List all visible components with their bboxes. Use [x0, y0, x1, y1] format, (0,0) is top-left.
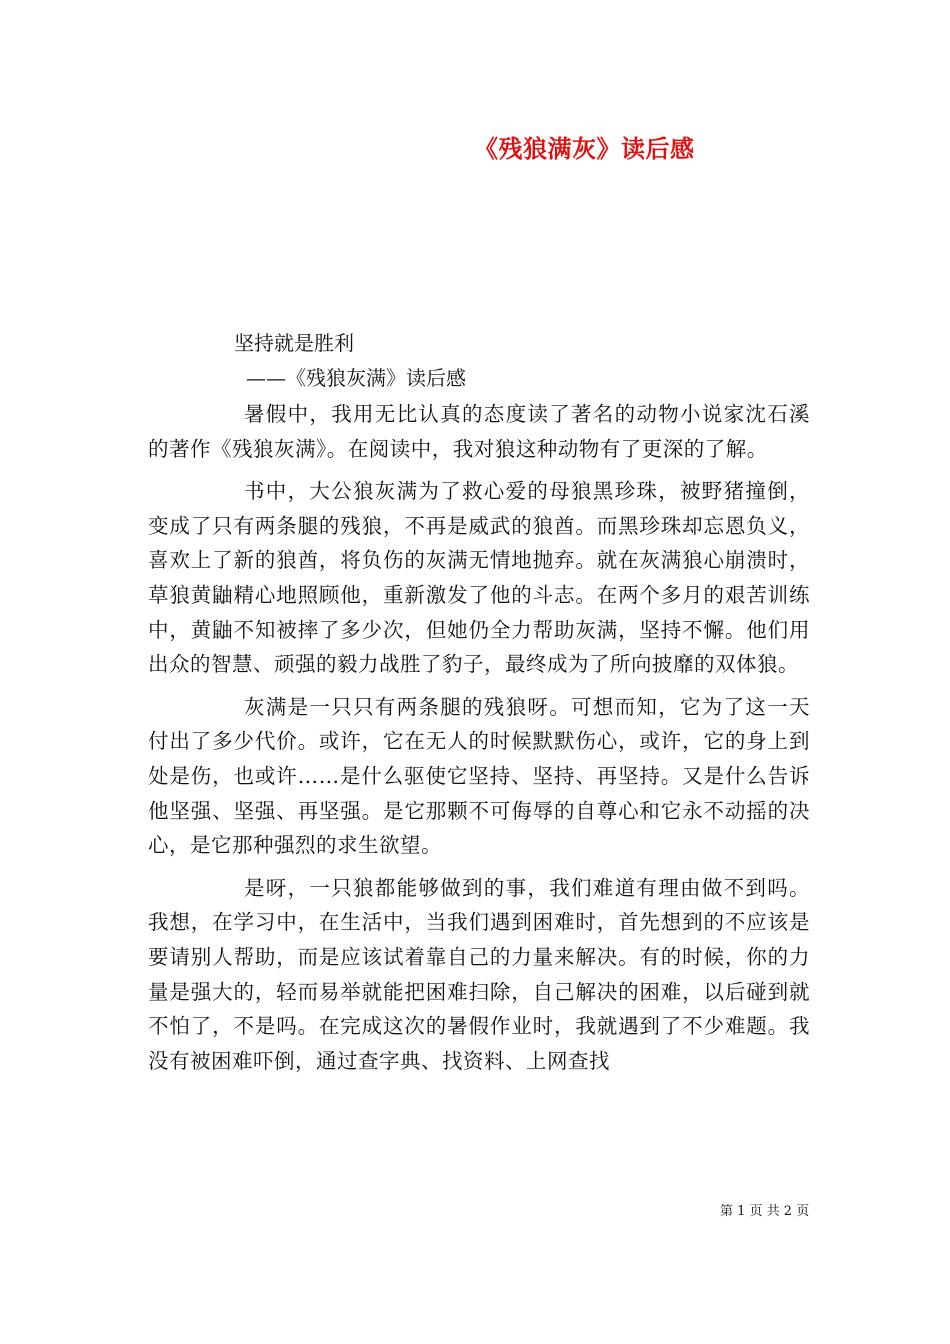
essay-subtitle: ——《残狼灰满》读后感 — [246, 366, 466, 390]
document-title: 《残狼满灰》读后感 — [474, 134, 695, 163]
paragraph: 灰满是一只只有两条腿的残狼呀。可想而知，它为了这一天付出了多少代价。或许，它在无人的时候默默伤心，或许，它的身上到处是伤，也或许……是什么驱使它坚持、坚持、再坚持。又是什么告诉他坚强、坚强、再坚强。是它那颗不可侮辱的自尊心和它永不动摇的决心，是它那种强烈的求生欲望。 — [148, 694, 810, 858]
page-number: 第 1 页 共 2 页 — [720, 1204, 810, 1219]
paragraph: 书中，大公狼灰满为了救心爱的母狼黑珍珠，被野猪撞倒，变成了只有两条腿的残狼，不再是威武的狼酋。而黑珍珠却忘恩负义，喜欢上了新的狼酋，将负伤的灰满无情地抛弃。就在灰满狼心崩溃时，草狼黄鼬精心地照顾他，重新激发了他的斗志。在两个多月的艰苦训练中，黄鼬不知被摔了多少次，但她仍全力帮助灰满，坚持不懈。他们用出众的智慧、顽强的毅力战胜了豹子，最终成为了所向披靡的双体狼。 — [148, 479, 810, 677]
essay-title: 坚持就是胜利 — [234, 331, 354, 355]
paragraph: 暑假中，我用无比认真的态度读了著名的动物小说家沈石溪的著作《残狼灰满》。在阅读中，我对狼这种动物有了更深的了解。 — [148, 402, 810, 461]
paragraph: 是呀，一只狼都能够做到的事，我们难道有理由做不到吗。我想，在学习中，在生活中，当我们遇到困难时，首先想到的不应该是要请别人帮助，而是应该试着靠自己的力量来解决。有的时候，你的力量是强大的，轻而易举就能把困难扫除，自己解决的困难，以后碰到就不怕了，不是吗。在完成这次的暑假作业时，我就遇到了不少难题。我没有被困难吓倒，通过查字典、找资料、上网查找 — [148, 875, 810, 1073]
essay-body — [148, 397, 810, 1086]
